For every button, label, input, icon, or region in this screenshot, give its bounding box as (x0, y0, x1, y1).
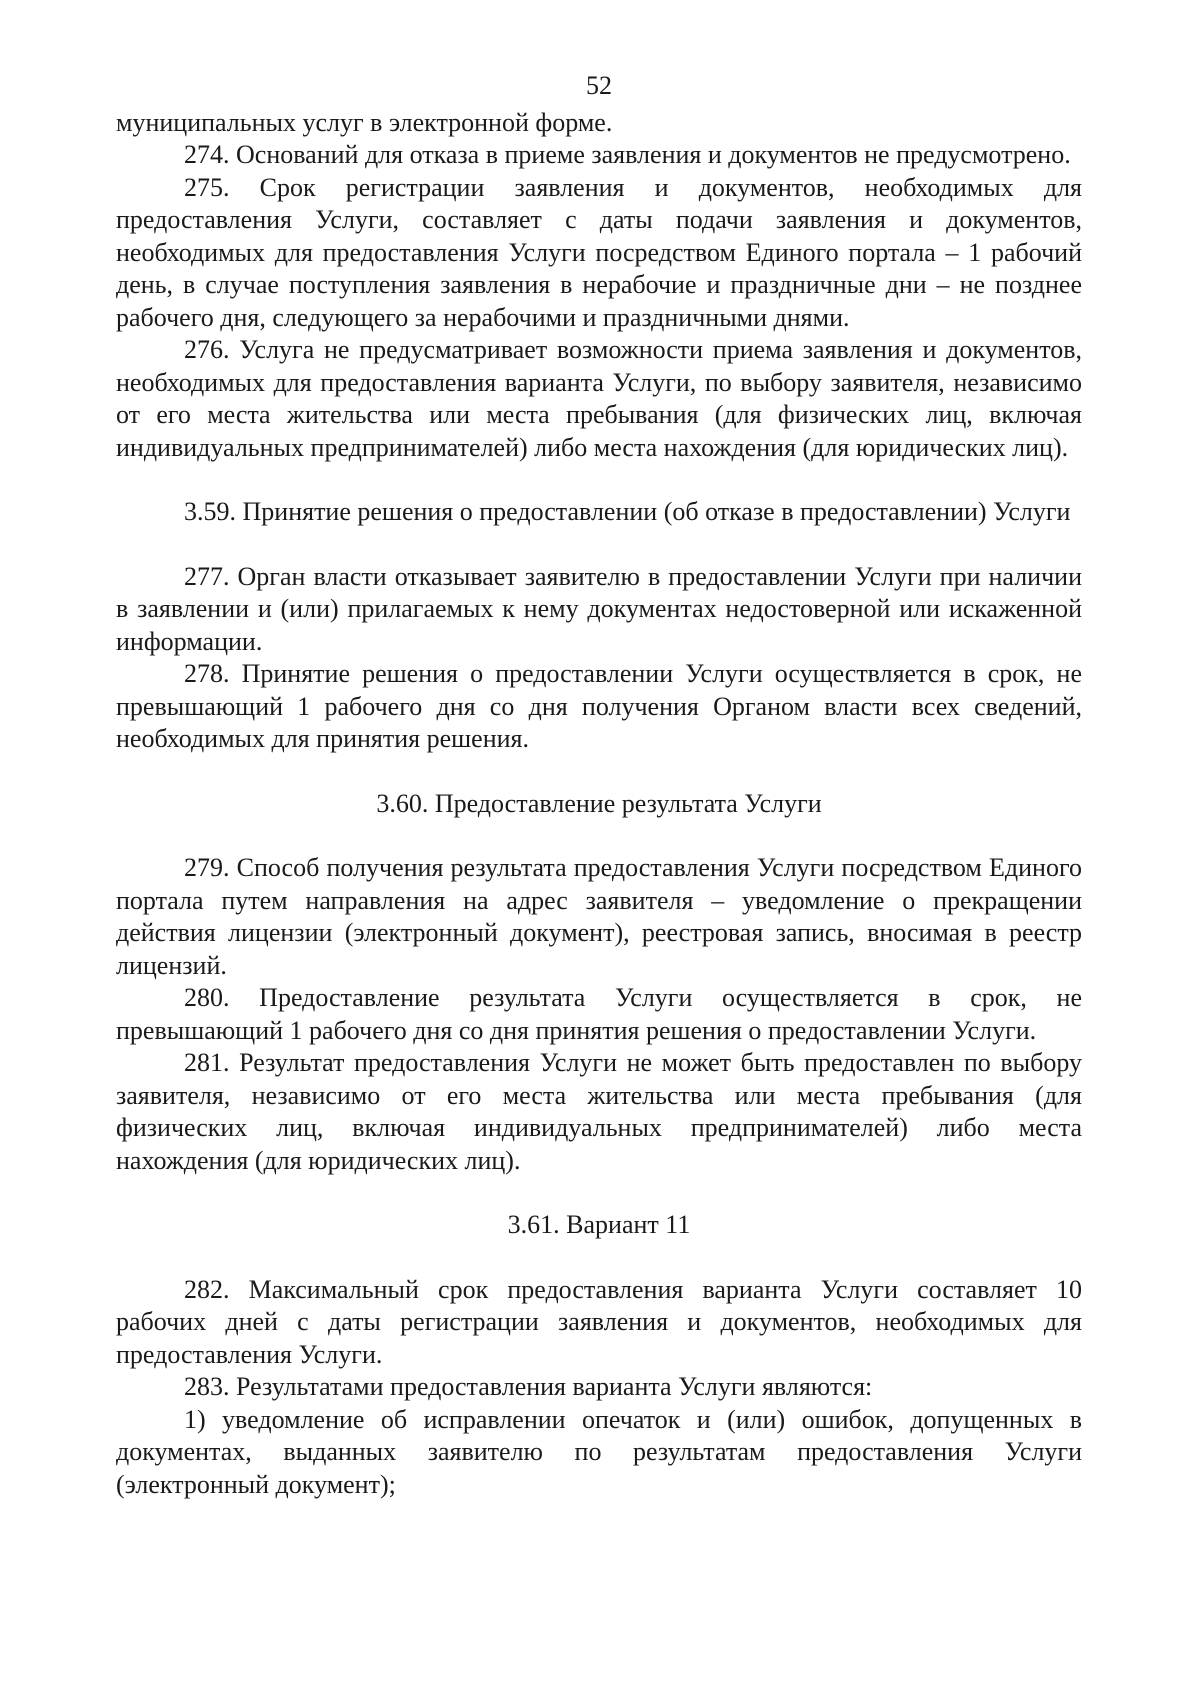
paragraph-278: 278. Принятие решения о предоставлении Услуги осуществляется в срок, не превышающий 1 рабочего дня со дня получения Органом власти всех сведений, необходимых для принятия решения. (116, 659, 1082, 753)
paragraph-276: 276. Услуга не предусматривает возможности приема заявления и документов, необходимых для предоставления варианта Услуги, по выбору заявителя, независимо от его места жительства или места пребывания (для физических лиц, включая индивидуальных предпринимателей) либо места нахождения (для юридических лиц). (116, 335, 1082, 462)
paragraph-280: 280. Предоставление результата Услуги осуществляется в срок, не превышающий 1 рабочего дня со дня принятия решения о предоставлении Услуги. (116, 983, 1082, 1045)
paragraph-continuation: муниципальных услуг в электронной форме. (116, 107, 613, 137)
section-heading-3-61: 3.61. Вариант 11 (507, 1210, 691, 1239)
document-page (116, 70, 1082, 1501)
paragraph-281: 281. Результат предоставления Услуги не может быть предоставлен по выбору заявителя, независимо от его места жительства или места пребывания (для физических лиц, включая индивидуальных предпринимателей) либо места нахождения (для юридических лиц). (116, 1048, 1082, 1175)
section-heading-3-59: 3.59. Принятие решения о предоставлении (об отказе в предоставлении) Услуги (184, 497, 1071, 526)
page-number: 52 (586, 71, 612, 100)
paragraph-277: 277. Орган власти отказывает заявителю в предоставлении Услуги при наличии в заявлении и (или) прилагаемых к нему документах недостоверной или искаженной информации. (116, 561, 1082, 656)
paragraph-283-item-1: 1) уведомление об исправлении опечаток и (или) ошибок, допущенных в документах, выданных заявителю по результатам предоставления Услуги (электронный документ); (116, 1404, 1082, 1499)
section-heading-3-60: 3.60. Предоставление результата Услуги (376, 788, 822, 818)
paragraph-279: 279. Способ получения результата предоставления Услуги посредством Единого портала путем направления на адрес заявителя – уведомление о прекращении действия лицензии (электронный документ), реестровая запись, вносимая в реестр лицензий. (116, 853, 1082, 980)
paragraph-275: 275. Срок регистрации заявления и документов, необходимых для предоставления Услуги, составляет с даты подачи заявления и документов, необходимых для предоставления Услуги посредством Единого портала – 1 рабочий день, в случае поступления заявления в нерабочие и праздничные дни – не позднее рабочего дня, следующего за нерабочими и праздничными днями. (116, 172, 1082, 332)
paragraph-283: 283. Результатами предоставления варианта Услуги являются: (184, 1372, 873, 1401)
paragraph-274: 274. Оснований для отказа в приеме заявления и документов не предусмотрено. (184, 140, 1071, 169)
paragraph-282: 282. Максимальный срок предоставления варианта Услуги составляет 10 рабочих дней с даты регистрации заявления и документов, необходимых для предоставления Услуги. (116, 1274, 1082, 1369)
